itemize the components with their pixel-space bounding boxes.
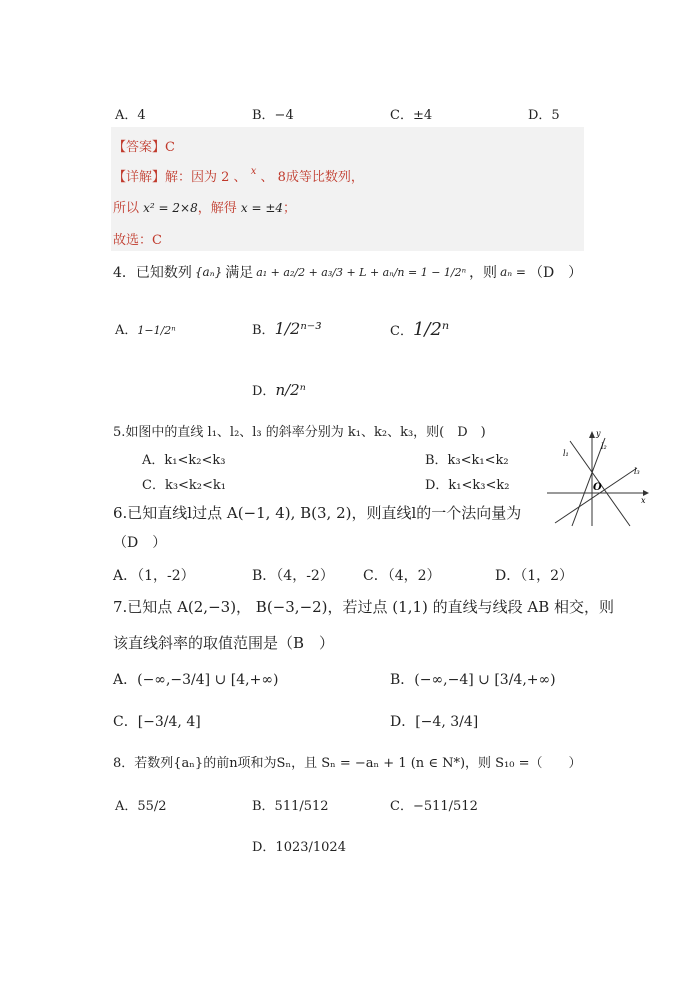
q4-stem	[113, 262, 582, 282]
q7-option-d: D．[−4, 3/4]	[390, 714, 479, 730]
detail-text-a: 解：因为 2 、	[165, 170, 247, 185]
label-origin: O	[593, 482, 602, 493]
q8-stem: 8．若数列{aₙ}的前n项和为Sₙ，且 Sₙ = −aₙ + 1 (n ∈ N*)，则 S₁₀ =（ ）	[113, 756, 582, 771]
q6-stem: 6.已知直线l过点 A(−1, 4), B(3, 2)，则直线l的一个法向量为	[113, 504, 522, 522]
q4-formula: a₁ + a₂/2 + a₃/3 + L + aₙ/n = 1 − 1/2ⁿ	[256, 265, 467, 279]
q7-option-c: C．[−3/4, 4]	[113, 714, 201, 730]
q4-option-b-value: 1/2ⁿ⁻³	[274, 319, 322, 338]
label-l2: l₂	[601, 442, 607, 451]
q6-option-b: B．（4，-2）	[252, 568, 334, 584]
label-y: y	[596, 429, 601, 438]
q3-option-b: B．−4	[252, 108, 294, 123]
q4-answer: （D ）	[528, 265, 583, 281]
solve-mid: ，解得	[197, 201, 237, 216]
q7-option-b: B．(−∞,−4] ∪ [3/4,+∞)	[390, 672, 556, 688]
q8-option-a: A．55/2	[115, 799, 167, 814]
q5-line-figure	[545, 426, 650, 530]
label-x: x	[641, 496, 646, 505]
solve-end: ；	[283, 201, 297, 216]
q6-option-c: C．（4，2）	[363, 568, 441, 584]
q4-option-d	[252, 380, 306, 399]
label-l3: l₃	[634, 467, 640, 476]
q3-option-d: D．5	[528, 108, 560, 123]
q3-option-a: A．4	[115, 108, 146, 123]
q3-option-c: C．±4	[390, 108, 433, 123]
q4-option-c	[390, 319, 449, 340]
q4-option-c-value: 1/2ⁿ	[412, 319, 450, 340]
answer-tag: 【答案】C	[113, 140, 175, 155]
q4-stem-post: ，则	[469, 265, 498, 281]
q8-option-c: C．−511/512	[390, 799, 478, 814]
q5-stem: 5.如图中的直线 l₁、l₂、l₃ 的斜率分别为 k₁、k₂、k₃，则( D )	[113, 425, 486, 440]
q6-option-a: A．（1，-2）	[113, 568, 195, 584]
y-axis-arrow	[589, 431, 595, 438]
q5-option-b: B．k₃<k₁<k₂	[425, 453, 509, 468]
q4-option-d-label: D．	[252, 384, 276, 399]
q4-option-a-value: 1−1/2ⁿ	[137, 324, 176, 337]
conclusion: 故选：C	[113, 233, 162, 248]
q4-option-d-value: n/2ⁿ	[275, 381, 306, 399]
q8-option-b: B．511/512	[252, 799, 329, 814]
q4-seq: {aₙ}	[194, 265, 223, 279]
q4-stem-mid: 满足	[225, 265, 254, 281]
q6-answer: （D ）	[113, 535, 167, 551]
q4-option-a	[115, 319, 176, 338]
q4-option-c-label: C．	[390, 324, 413, 339]
q4-option-b-label: B．	[252, 323, 275, 338]
q5-option-c: C．k₃<k₂<k₁	[142, 478, 226, 493]
q5-option-d: D．k₁<k₃<k₂	[425, 478, 510, 493]
q7-stem-line1: 7.已知点 A(2,−3)， B(−3,−2)，若过点 (1,1) 的直线与线段 AB 相交，则	[113, 598, 615, 616]
solve-pre: 所以	[113, 201, 140, 216]
q7-option-a: A．(−∞,−3/4] ∪ [4,+∞)	[113, 672, 279, 688]
label-l1: l₁	[563, 449, 569, 458]
q7-stem-line2: 该直线斜率的取值范围是（B ）	[113, 634, 335, 652]
q4-option-b	[252, 319, 322, 338]
detail-tag: 【详解】	[113, 170, 166, 185]
solve-line	[113, 197, 296, 216]
detail-text-b: 、 8成等比数列，	[260, 170, 364, 185]
detail-line	[113, 166, 364, 185]
line-l3	[555, 468, 637, 523]
answer-box	[111, 127, 584, 251]
solve-res: x = ±4	[240, 201, 284, 215]
q6-option-d: D．（1，2）	[495, 568, 574, 584]
solve-eq: x² = 2×8	[143, 201, 198, 215]
q8-option-d: D．1023/1024	[252, 840, 346, 855]
q4-stem-pre: 4．已知数列	[113, 265, 192, 281]
detail-x: x	[250, 166, 257, 177]
q4-option-a-label: A．	[115, 323, 138, 338]
q4-target: aₙ =	[500, 265, 526, 279]
q5-option-a: A．k₁<k₂<k₃	[142, 453, 226, 468]
